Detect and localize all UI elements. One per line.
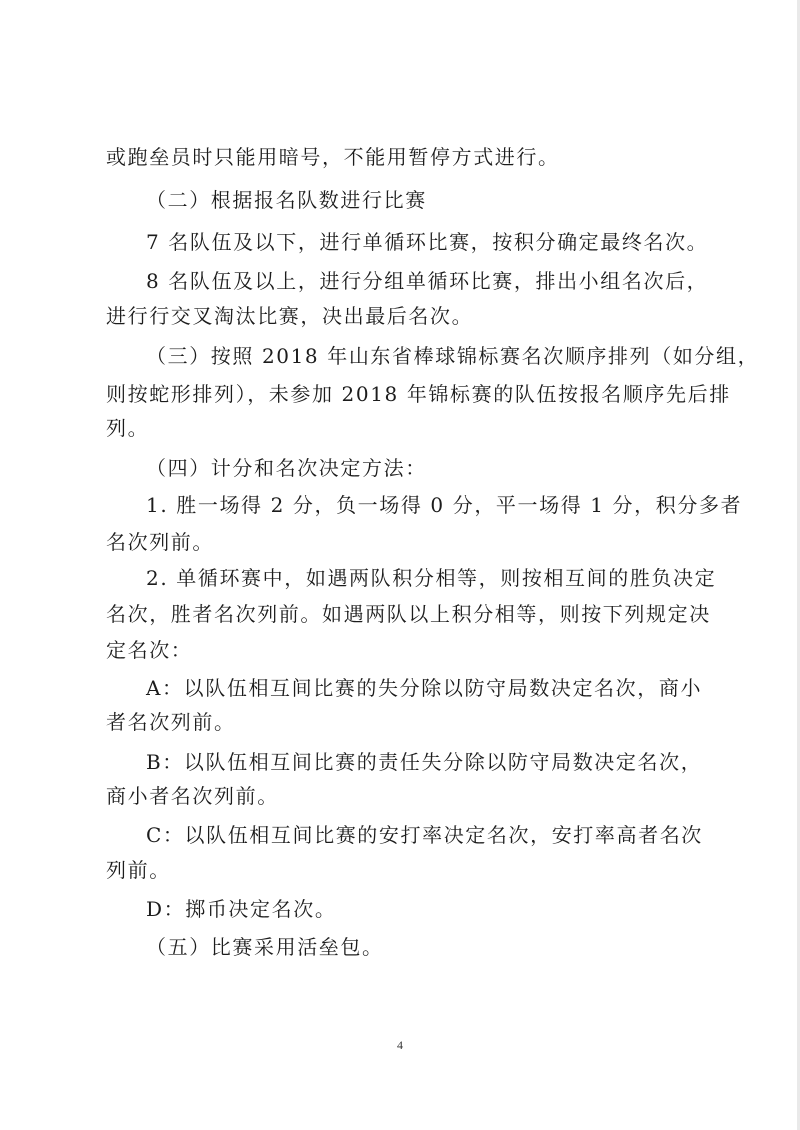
- rule-d-line: D：掷币决定名次。: [146, 897, 337, 921]
- text-line-12: 2. 单循环赛中，如遇两队积分相等，则按相互间的胜负决定: [146, 566, 717, 590]
- rule-a-line-1: A：以队伍相互间比赛的失分除以防守局数决定名次，商小: [146, 676, 703, 700]
- text-line-8: 列。: [106, 416, 150, 440]
- text-line-7: 则按蛇形排列），未参加 2018 年锦标赛的队伍按报名顺序先后排: [106, 382, 731, 406]
- text-line-14: 定名次：: [106, 638, 193, 662]
- text-line-10: 1. 胜一场得 2 分，负一场得 0 分，平一场得 1 分，积分多者: [146, 493, 743, 517]
- rule-b-line-2: 商小者名次列前。: [106, 784, 279, 808]
- text-line-11: 名次列前。: [106, 530, 214, 554]
- rule-b-line-1: B：以队伍相互间比赛的责任失分除以防守局数决定名次，: [146, 750, 703, 774]
- text-line-5: 进行行交叉淘汰比赛，决出最后名次。: [106, 304, 474, 328]
- text-line-3: 7 名队伍及以下，进行单循环比赛，按积分确定最终名次。: [146, 230, 709, 254]
- section-heading-5: （五）比赛采用活垒包。: [146, 935, 384, 959]
- rule-c-line-2: 列前。: [106, 858, 171, 882]
- page-number: 4: [397, 1038, 403, 1052]
- section-heading-2: （二）根据报名队数进行比赛: [146, 188, 427, 212]
- section-heading-4: （四）计分和名次决定方法：: [146, 456, 427, 480]
- text-line-1: 或跑垒员时只能用暗号，不能用暂停方式进行。: [106, 145, 560, 169]
- section-heading-3: （三）按照 2018 年山东省棒球锦标赛名次顺序排列（如分组，: [146, 344, 760, 368]
- rule-c-line-1: C：以队伍相互间比赛的安打率决定名次，安打率高者名次: [146, 823, 703, 847]
- text-line-13: 名次，胜者名次列前。如遇两队以上积分相等，则按下列规定决: [106, 602, 711, 626]
- text-line-4: 8 名队伍及以上，进行分组单循环比赛，排出小组名次后，: [146, 269, 709, 293]
- rule-a-line-2: 者名次列前。: [106, 710, 236, 734]
